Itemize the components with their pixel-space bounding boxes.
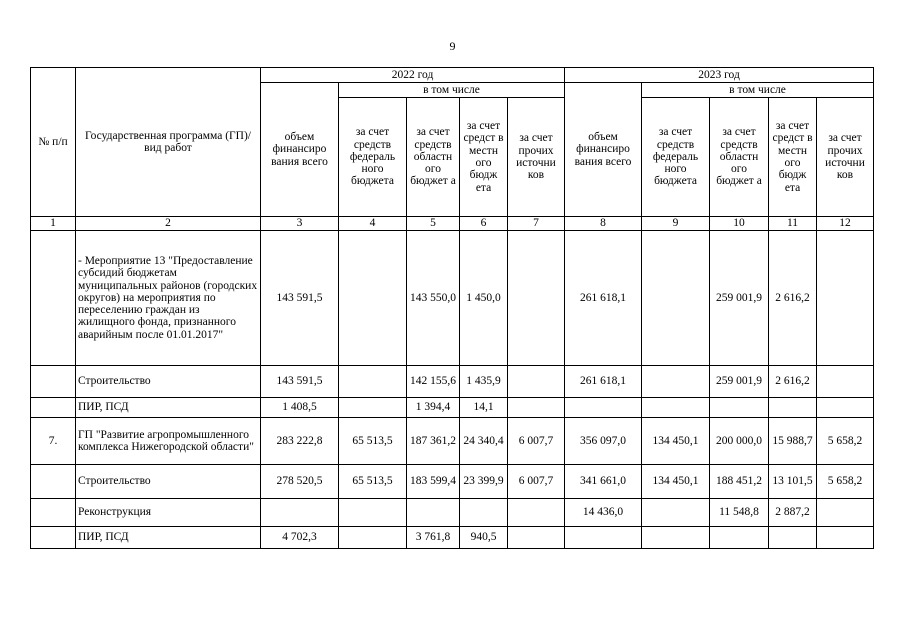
value-cell: [565, 398, 642, 418]
value-cell: [508, 231, 565, 366]
table-row: [31, 398, 874, 418]
value-cell: [642, 366, 710, 398]
value-cell: 143 591,5: [261, 366, 339, 398]
value-cell: 134 450,1: [642, 465, 710, 499]
value-cell: 13 101,5: [769, 465, 817, 499]
value-cell: [339, 398, 407, 418]
value-cell: [642, 398, 710, 418]
row-number: [31, 366, 76, 398]
value-cell: 341 661,0: [565, 465, 642, 499]
value-cell: 259 001,9: [710, 231, 769, 366]
value-cell: 142 155,6: [407, 366, 460, 398]
col-number: 2: [76, 217, 261, 231]
value-cell: 2 887,2: [769, 499, 817, 527]
table-row: [31, 527, 874, 549]
row-name: Строительство: [76, 366, 261, 398]
value-cell: [642, 527, 710, 549]
value-cell: 188 451,2: [710, 465, 769, 499]
table-row: [31, 366, 874, 398]
value-cell: [769, 398, 817, 418]
row-name: ГП "Развитие агропромышленного комплекса Нижегородской области": [76, 418, 261, 465]
value-cell: 1 408,5: [261, 398, 339, 418]
value-cell: 261 618,1: [565, 231, 642, 366]
row-name: ПИР, ПСД: [76, 527, 261, 549]
value-cell: 6 007,7: [508, 418, 565, 465]
value-cell: 23 399,9: [460, 465, 508, 499]
total-2022-header: объем финансиро вания всего: [261, 83, 339, 217]
value-cell: 65 513,5: [339, 465, 407, 499]
value-cell: 6 007,7: [508, 465, 565, 499]
row-number: [31, 231, 76, 366]
regional-2022-header: за счет средств областн ого бюджет а: [407, 98, 460, 217]
value-cell: [508, 499, 565, 527]
value-cell: [642, 499, 710, 527]
col-no-header: № п/п: [31, 68, 76, 217]
value-cell: 200 000,0: [710, 418, 769, 465]
value-cell: 5 658,2: [817, 465, 874, 499]
value-cell: 356 097,0: [565, 418, 642, 465]
other-2022-header: за счет прочих источни ков: [508, 98, 565, 217]
value-cell: [817, 398, 874, 418]
table-row: [31, 465, 874, 499]
federal-2022-header: за счет средств федераль ного бюджета: [339, 98, 407, 217]
value-cell: [508, 398, 565, 418]
value-cell: [508, 527, 565, 549]
col-number: 7: [508, 217, 565, 231]
page-number: 9: [449, 39, 456, 53]
value-cell: [710, 398, 769, 418]
year-2022-header: 2022 год: [261, 68, 565, 83]
col-number: 5: [407, 217, 460, 231]
col-number: 6: [460, 217, 508, 231]
incl-2023-header: в том числе: [642, 83, 874, 98]
row-number: [31, 527, 76, 549]
year-2023-header: 2023 год: [565, 68, 874, 83]
incl-2022-header: в том числе: [339, 83, 565, 98]
value-cell: 283 222,8: [261, 418, 339, 465]
value-cell: [407, 499, 460, 527]
value-cell: [261, 499, 339, 527]
value-cell: 4 702,3: [261, 527, 339, 549]
local-2023-header: за счет средст в местн ого бюдж ета: [769, 98, 817, 217]
value-cell: 187 361,2: [407, 418, 460, 465]
table-row: [31, 499, 874, 527]
value-cell: 1 435,9: [460, 366, 508, 398]
col-number: 9: [642, 217, 710, 231]
value-cell: [769, 527, 817, 549]
value-cell: 14 436,0: [565, 499, 642, 527]
col-number: 12: [817, 217, 874, 231]
value-cell: 24 340,4: [460, 418, 508, 465]
regional-2023-header: за счет средств областн ого бюджет а: [710, 98, 769, 217]
column-number-row: [31, 217, 874, 231]
value-cell: 2 616,2: [769, 231, 817, 366]
value-cell: 5 658,2: [817, 418, 874, 465]
value-cell: 11 548,8: [710, 499, 769, 527]
col-number: 10: [710, 217, 769, 231]
col-number: 1: [31, 217, 76, 231]
value-cell: [817, 366, 874, 398]
value-cell: 14,1: [460, 398, 508, 418]
value-cell: [339, 527, 407, 549]
table-row: [31, 231, 874, 366]
value-cell: [339, 231, 407, 366]
row-number: 7.: [31, 418, 76, 465]
value-cell: 1 450,0: [460, 231, 508, 366]
value-cell: 3 761,8: [407, 527, 460, 549]
value-cell: [642, 231, 710, 366]
value-cell: [817, 499, 874, 527]
value-cell: 261 618,1: [565, 366, 642, 398]
value-cell: [339, 499, 407, 527]
value-cell: 940,5: [460, 527, 508, 549]
row-number: [31, 398, 76, 418]
value-cell: [565, 527, 642, 549]
value-cell: 143 550,0: [407, 231, 460, 366]
value-cell: [508, 366, 565, 398]
col-program-header: Государственная программа (ГП)/ вид работ: [76, 68, 261, 217]
value-cell: 15 988,7: [769, 418, 817, 465]
total-2023-header: объем финансиро вания всего: [565, 83, 642, 217]
value-cell: [817, 527, 874, 549]
row-name: Строительство: [76, 465, 261, 499]
value-cell: [710, 527, 769, 549]
row-name: Реконструкция: [76, 499, 261, 527]
value-cell: [460, 499, 508, 527]
federal-2023-header: за счет средств федераль ного бюджета: [642, 98, 710, 217]
value-cell: 259 001,9: [710, 366, 769, 398]
value-cell: 278 520,5: [261, 465, 339, 499]
col-number: 8: [565, 217, 642, 231]
row-number: [31, 465, 76, 499]
col-number: 4: [339, 217, 407, 231]
col-number: 3: [261, 217, 339, 231]
value-cell: 1 394,4: [407, 398, 460, 418]
value-cell: 65 513,5: [339, 418, 407, 465]
row-name: - Мероприятие 13 "Предоставление субсидий бюджетам муниципальных районов (городских округов) на мероприятия по переселению граждан из жилищного фонда, признанного аварийным после 01.01.2017": [76, 231, 261, 366]
value-cell: 183 599,4: [407, 465, 460, 499]
local-2022-header: за счет средст в местн ого бюдж ета: [460, 98, 508, 217]
value-cell: 143 591,5: [261, 231, 339, 366]
value-cell: 134 450,1: [642, 418, 710, 465]
row-number: [31, 499, 76, 527]
value-cell: [817, 231, 874, 366]
value-cell: 2 616,2: [769, 366, 817, 398]
row-name: ПИР, ПСД: [76, 398, 261, 418]
financing-table: [30, 67, 874, 549]
value-cell: [339, 366, 407, 398]
other-2023-header: за счет прочих источни ков: [817, 98, 874, 217]
table-row: [31, 418, 874, 465]
col-number: 11: [769, 217, 817, 231]
